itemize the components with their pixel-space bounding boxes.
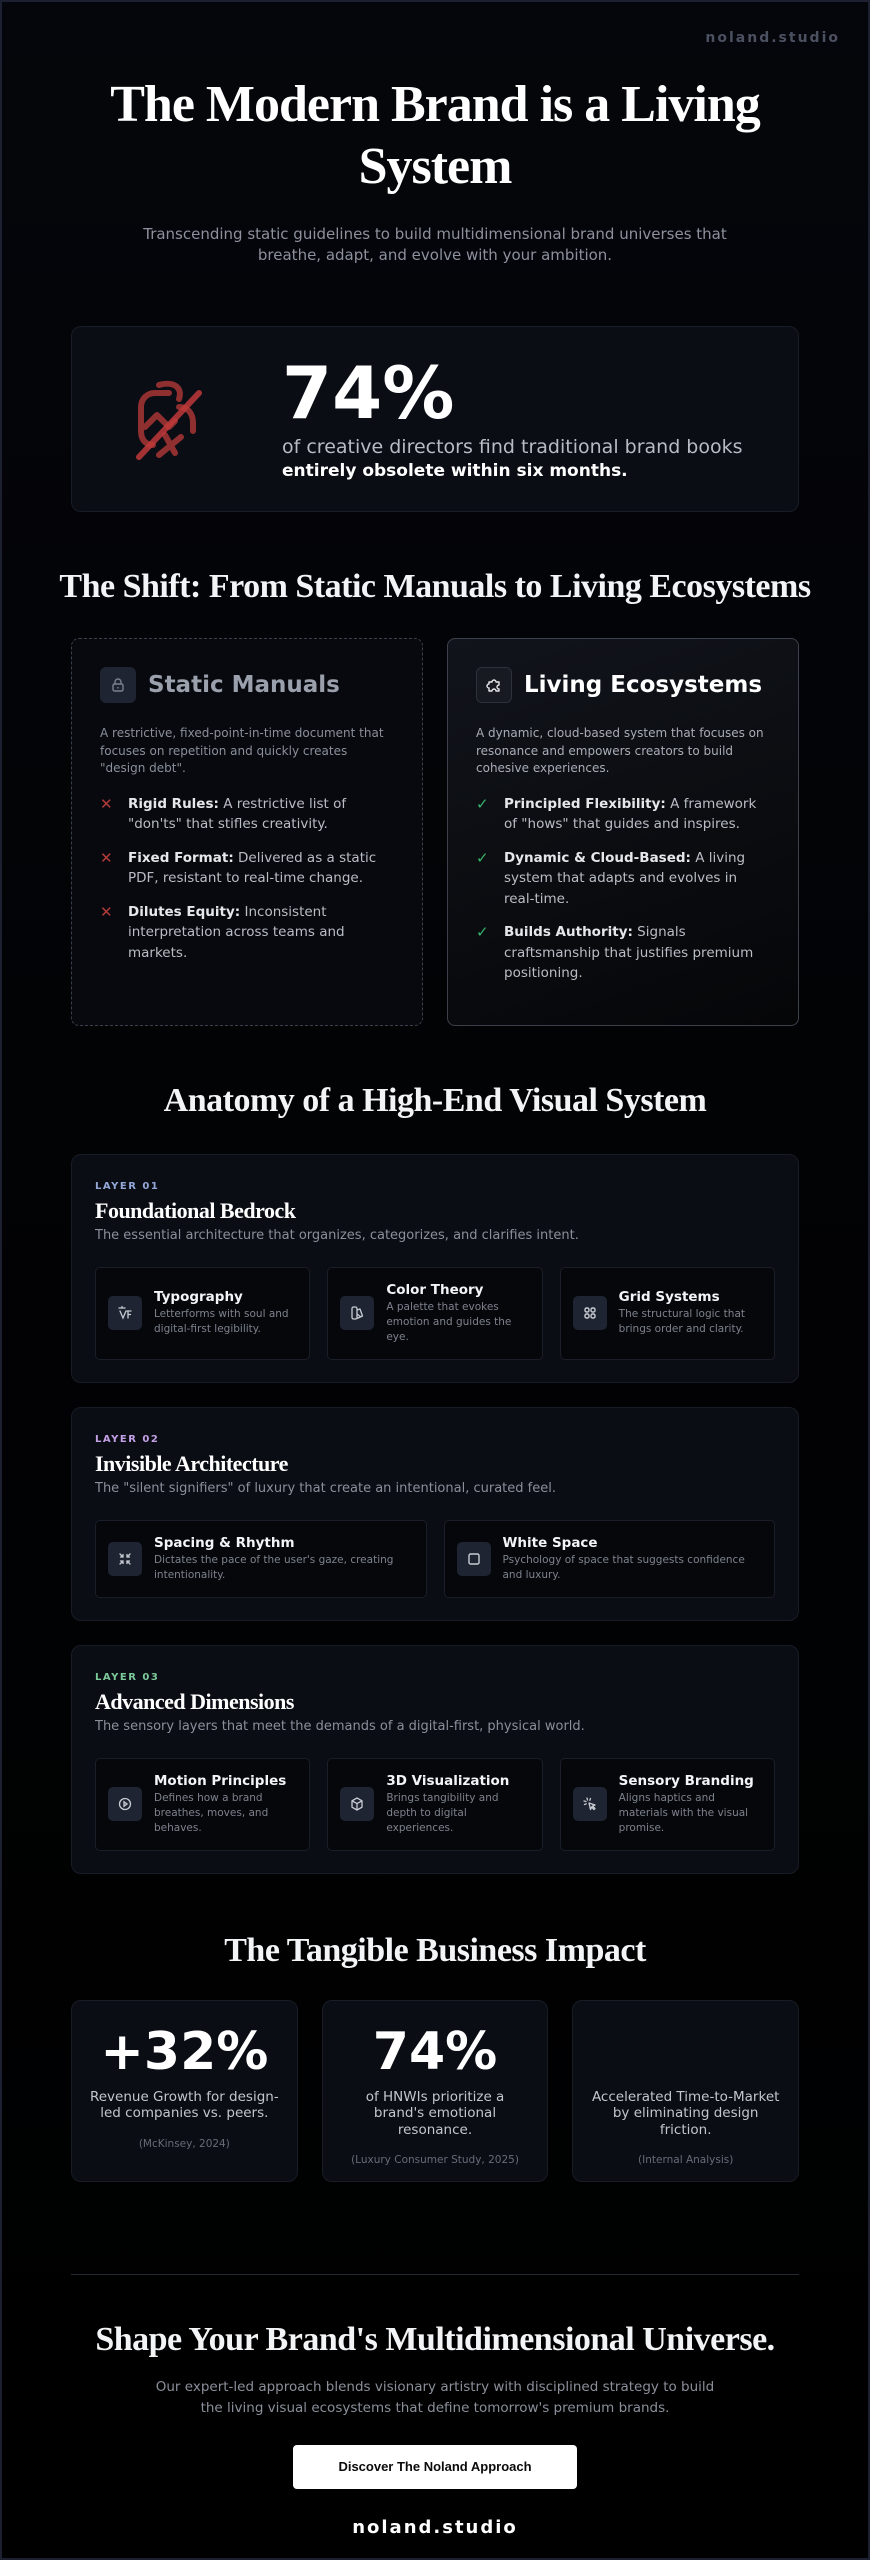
grid-icon <box>573 1296 607 1330</box>
item-text: Signals craftsmanship that justifies premium positioning. <box>504 924 754 981</box>
hero-subtitle: Transcending static guidelines to build multidimensional brand universes that breathe, adapt, and evolve with your ambition. <box>143 225 727 264</box>
check-icon: ✓ <box>476 923 489 941</box>
layer-tag: LAYER 01 <box>95 1180 160 1192</box>
tile-typography <box>95 1267 310 1360</box>
item-label: Fixed Format: <box>128 849 234 866</box>
tile-sensory-branding <box>560 1758 775 1851</box>
tile-text: The structural logic that brings order and clarity. <box>618 1308 745 1335</box>
x-icon: ✕ <box>100 848 113 867</box>
lock-icon <box>100 667 136 703</box>
layer-advanced-dimensions <box>71 1645 799 1874</box>
list-item <box>476 794 770 835</box>
tile-title: Sensory Branding <box>618 1772 754 1789</box>
tile-title: Grid Systems <box>618 1289 720 1305</box>
layer-title: Invisible Architecture <box>95 1450 288 1476</box>
impact-value: +32% <box>100 2021 269 2082</box>
impact-source: (Internal Analysis) <box>638 2154 734 2166</box>
footer-brand[interactable]: noland.studio <box>352 2516 518 2538</box>
shrink-icon <box>108 1542 142 1576</box>
layer-description: The essential architecture that organizes, categorizes, and clarifies intent. <box>95 1227 579 1243</box>
impact-value: 74% <box>372 2021 498 2082</box>
stat-text <box>232 351 743 483</box>
tile-grid-systems <box>560 1267 775 1360</box>
impact-card-hnwi <box>322 2000 549 2182</box>
cta-section <box>0 2321 870 2489</box>
impact-card-revenue <box>71 2000 298 2182</box>
stat-value: 74% <box>282 351 455 435</box>
static-title: Static Manuals <box>148 672 340 698</box>
impact-description: of HNWIs prioritize a brand's emotional resonance. <box>365 2088 505 2138</box>
section-divider <box>71 2274 799 2275</box>
tile-text: Brings tangibility and depth to digital experiences. <box>386 1791 499 1834</box>
play-circle-icon <box>108 1787 142 1821</box>
impact-description: Revenue Growth for design-led companies vs. peers. <box>89 2088 279 2121</box>
check-icon: ✓ <box>476 848 489 867</box>
impact-card-time-to-market <box>572 2000 799 2182</box>
list-item <box>476 848 770 910</box>
item-label: Builds Authority: <box>504 924 633 940</box>
tile-title: Spacing & Rhythm <box>154 1534 295 1551</box>
square-icon <box>457 1542 491 1576</box>
impact-source: (Luxury Consumer Study, 2025) <box>351 2154 519 2166</box>
tile-text: Dictates the pace of the user's gaze, creating intentionality. <box>154 1553 394 1581</box>
typography-icon <box>108 1296 142 1330</box>
item-label: Rigid Rules: <box>128 795 219 812</box>
impact-source: (McKinsey, 2024) <box>138 2137 230 2150</box>
impact-cards <box>71 2000 799 2182</box>
tile-title: White Space <box>502 1534 598 1551</box>
tile-text: A palette that evokes emotion and guides the eye. <box>386 1300 512 1343</box>
tile-text: Aligns haptics and materials with the visual promise. <box>618 1791 749 1834</box>
item-label: Principled Flexibility: <box>504 795 666 812</box>
cube-icon <box>340 1787 374 1821</box>
item-text: A framework of "hows" that guides and inspires. <box>504 795 757 832</box>
x-icon: ✕ <box>100 902 113 921</box>
tile-text: Letterforms with soul and digital-first legibility. <box>154 1308 289 1335</box>
tile-title: Motion Principles <box>154 1772 287 1789</box>
item-text: Delivered as a static PDF, resistant to real-time change. <box>128 849 377 886</box>
tile-3d-visualization <box>327 1758 542 1851</box>
item-label: Dynamic & Cloud-Based: <box>504 849 691 866</box>
shift-title: The Shift: From Static Manuals to Living Ecosystems <box>59 568 811 605</box>
tile-title: 3D Visualization <box>386 1772 510 1789</box>
list-item <box>476 922 770 984</box>
broken-image-icon <box>72 377 232 461</box>
tile-text: Psychology of space that suggests confidence and luxury. <box>502 1553 745 1581</box>
list-item <box>100 902 394 964</box>
living-ecosystems-card <box>447 638 799 1026</box>
impact-description: Accelerated Time-to-Market by eliminating design friction. <box>591 2088 780 2138</box>
living-title: Living Ecosystems <box>524 672 763 698</box>
layer-tag: LAYER 02 <box>95 1433 160 1445</box>
hero-title: The Modern Brand is a Living System <box>110 76 760 195</box>
discover-approach-button[interactable]: Discover The Noland Approach <box>293 2445 577 2489</box>
layer-title: Foundational Bedrock <box>95 1197 296 1223</box>
living-description: A dynamic, cloud-based system that focuses on resonance and empowers creators to build cohesive experiences. <box>476 726 764 775</box>
layer-foundational-bedrock <box>71 1154 799 1383</box>
header-brand[interactable]: noland.studio <box>705 30 840 46</box>
layer-title: Advanced Dimensions <box>95 1688 294 1714</box>
palette-icon <box>340 1296 374 1330</box>
layer-invisible-architecture <box>71 1407 799 1621</box>
layer-description: The "silent signifiers" of luxury that create an intentional, curated feel. <box>95 1480 556 1496</box>
tile-title: Color Theory <box>386 1281 484 1298</box>
tile-color-theory <box>327 1267 542 1360</box>
puzzle-icon <box>476 667 512 703</box>
check-icon: ✓ <box>476 794 489 813</box>
impact-value <box>589 2021 782 2083</box>
stat-line-2: entirely obsolete within six months. <box>282 461 628 481</box>
impact-title: The Tangible Business Impact <box>224 1931 646 1969</box>
item-text: A restrictive list of "don'ts" that stifles creativity. <box>128 795 347 832</box>
x-icon: ✕ <box>100 794 113 813</box>
item-text: A living system that adapts and evolves in real-time. <box>504 849 746 907</box>
pointer-click-icon <box>573 1787 607 1821</box>
layer-description: The sensory layers that meet the demands of a digital-first, physical world. <box>95 1718 585 1734</box>
tile-text: Defines how a brand breathes, moves, and behaves. <box>154 1791 269 1834</box>
list-item <box>100 848 394 889</box>
static-manuals-card <box>71 638 423 1026</box>
cta-text: Our expert-led approach blends visionary artistry with disciplined strategy to build the living visual ecosystems that define tomorrow's premium brands. <box>155 2378 715 2416</box>
anatomy-title: Anatomy of a High-End Visual System <box>163 1081 707 1119</box>
comparison <box>71 638 799 1026</box>
stat-line-1: of creative directors find traditional brand books <box>282 436 743 458</box>
tile-white-space <box>444 1520 776 1598</box>
layer-tag: LAYER 03 <box>95 1671 160 1683</box>
static-description: A restrictive, fixed-point-in-time document that focuses on repetition and quickly creates "design debt". <box>100 726 384 775</box>
cta-title: Shape Your Brand's Multidimensional Universe. <box>95 2320 775 2358</box>
stat-card <box>71 326 799 512</box>
tile-spacing-rhythm <box>95 1520 427 1598</box>
tile-motion-principles <box>95 1758 310 1851</box>
tile-title: Typography <box>154 1289 243 1305</box>
item-label: Dilutes Equity: <box>128 903 241 920</box>
list-item <box>100 794 394 835</box>
item-text: Inconsistent interpretation across teams and markets. <box>128 903 345 961</box>
